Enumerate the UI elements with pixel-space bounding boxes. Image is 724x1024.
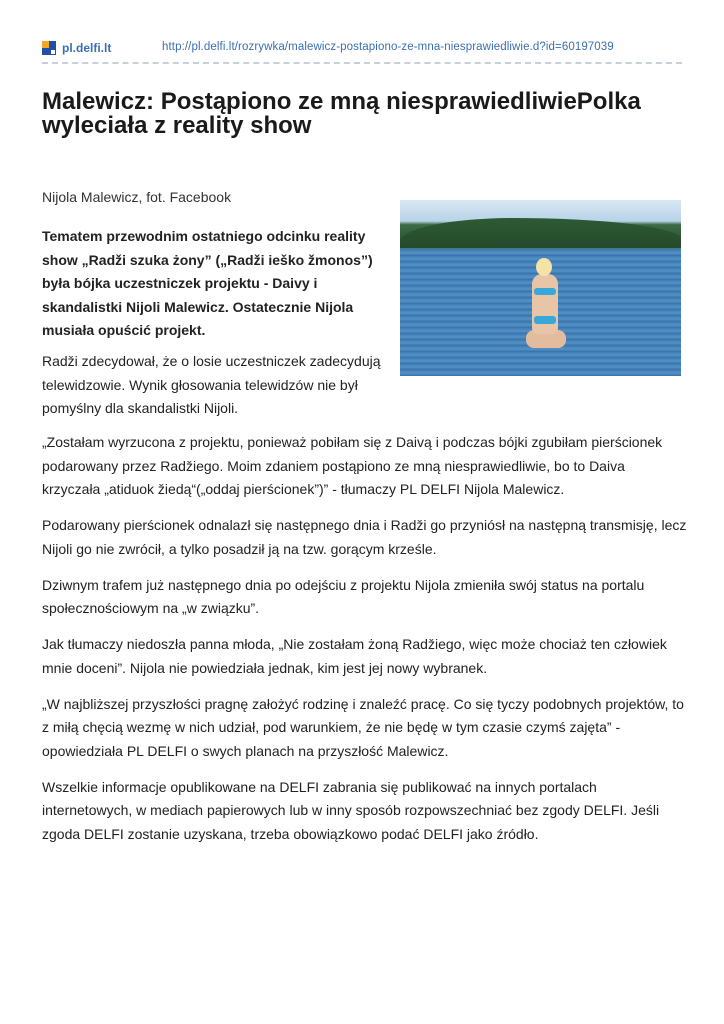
photo-person [520, 258, 570, 358]
site-logo-text: pl.delfi.lt [62, 41, 112, 55]
delfi-logo-icon [42, 41, 56, 55]
article-paragraph: Jak tłumaczy niedoszła panna młoda, „Nie zostałam żoną Radžiego, więc może chociaż ten człowiek mnie doceni”. Nijola nie powiedziała jednak, kim jest jej nowy wybranek. [42, 636, 667, 676]
article-body [42, 431, 687, 859]
photo-person-body [532, 274, 558, 334]
photo-caption: Nijola Malewicz, fot. Facebook [42, 189, 232, 205]
article-lead: Tematem przewodnim ostatniego odcinku reality show „Radži szuka żony” („Radži ieško žmonos”) była bójka uczestniczek projektu - Daivy i skandalistki Nijoli Malewicz. Ostatecznie Nijola musiała opuścić projekt. [42, 228, 373, 338]
photo-treeline [400, 218, 681, 248]
article-intro: Radži zdecydował, że o losie uczestniczek zadecydują telewidzowie. Wynik głosowania telewidzów nie był pomyślny dla skandalistki Nijoli. [42, 353, 381, 416]
site-logo[interactable] [42, 41, 111, 55]
photo-bikini-bottom [534, 316, 556, 324]
page-header [42, 38, 682, 64]
article-url[interactable]: http://pl.delfi.lt/rozrywka/malewicz-postapiono-ze-mna-niesprawiedliwie.d?id=60197039 [162, 41, 614, 53]
article-paragraph: „W najbliższej przyszłości pragnę założyć rodzinę i znaleźć pracę. Co się tyczy podobnych projektów, to z miłą chęcią wezmę w nich udział, pod warunkiem, że nie będę w tym czasie czymś zajęta” - opowiedziała PL DELFI o swych planach na przyszłość Malewicz. [42, 695, 684, 759]
photo-person-head [536, 258, 552, 276]
article-paragraph: Wszelkie informacje opublikowane na DELFI zabrania się publikować na innych portalach internetowych, w mediach papierowych lub w inny sposób rozpowszechniać bez zgody DELFI. Jeśli zgoda DELFI zostanie uzyskana, trzeba obowiązkowo podać DELFI jako źródło. [42, 778, 660, 842]
article-title: Malewicz: Postąpiono ze mną niesprawiedliwiePolka wyleciała z reality show [42, 88, 641, 139]
article-photo [400, 200, 681, 376]
article-paragraph: Podarowany pierścionek odnalazł się następnego dnia i Radži go przyniósł na następną transmisję, lecz Nijoli go nie zwrócił, a tylko posadził ją na tzw. gorącym krześle. [42, 517, 687, 557]
article-paragraph: „Zostałam wyrzucona z projektu, ponieważ pobiłam się z Daivą i podczas bójki zgubiłam pierścionek podarowany przez Radžiego. Moim zdaniem postąpiono ze mną niesprawiedliwie, bo to Daiva krzyczała „atiduok žiedą“(„oddaj pierścionek”)” - tłumaczy PL DELFI Nijola Malewicz. [42, 434, 663, 497]
photo-bikini-top [534, 288, 556, 295]
article-paragraph: Dziwnym trafem już następnego dnia po odejściu z projektu Nijola zmieniła swój status na portalu społecznościowym na „w związku”. [42, 576, 645, 616]
